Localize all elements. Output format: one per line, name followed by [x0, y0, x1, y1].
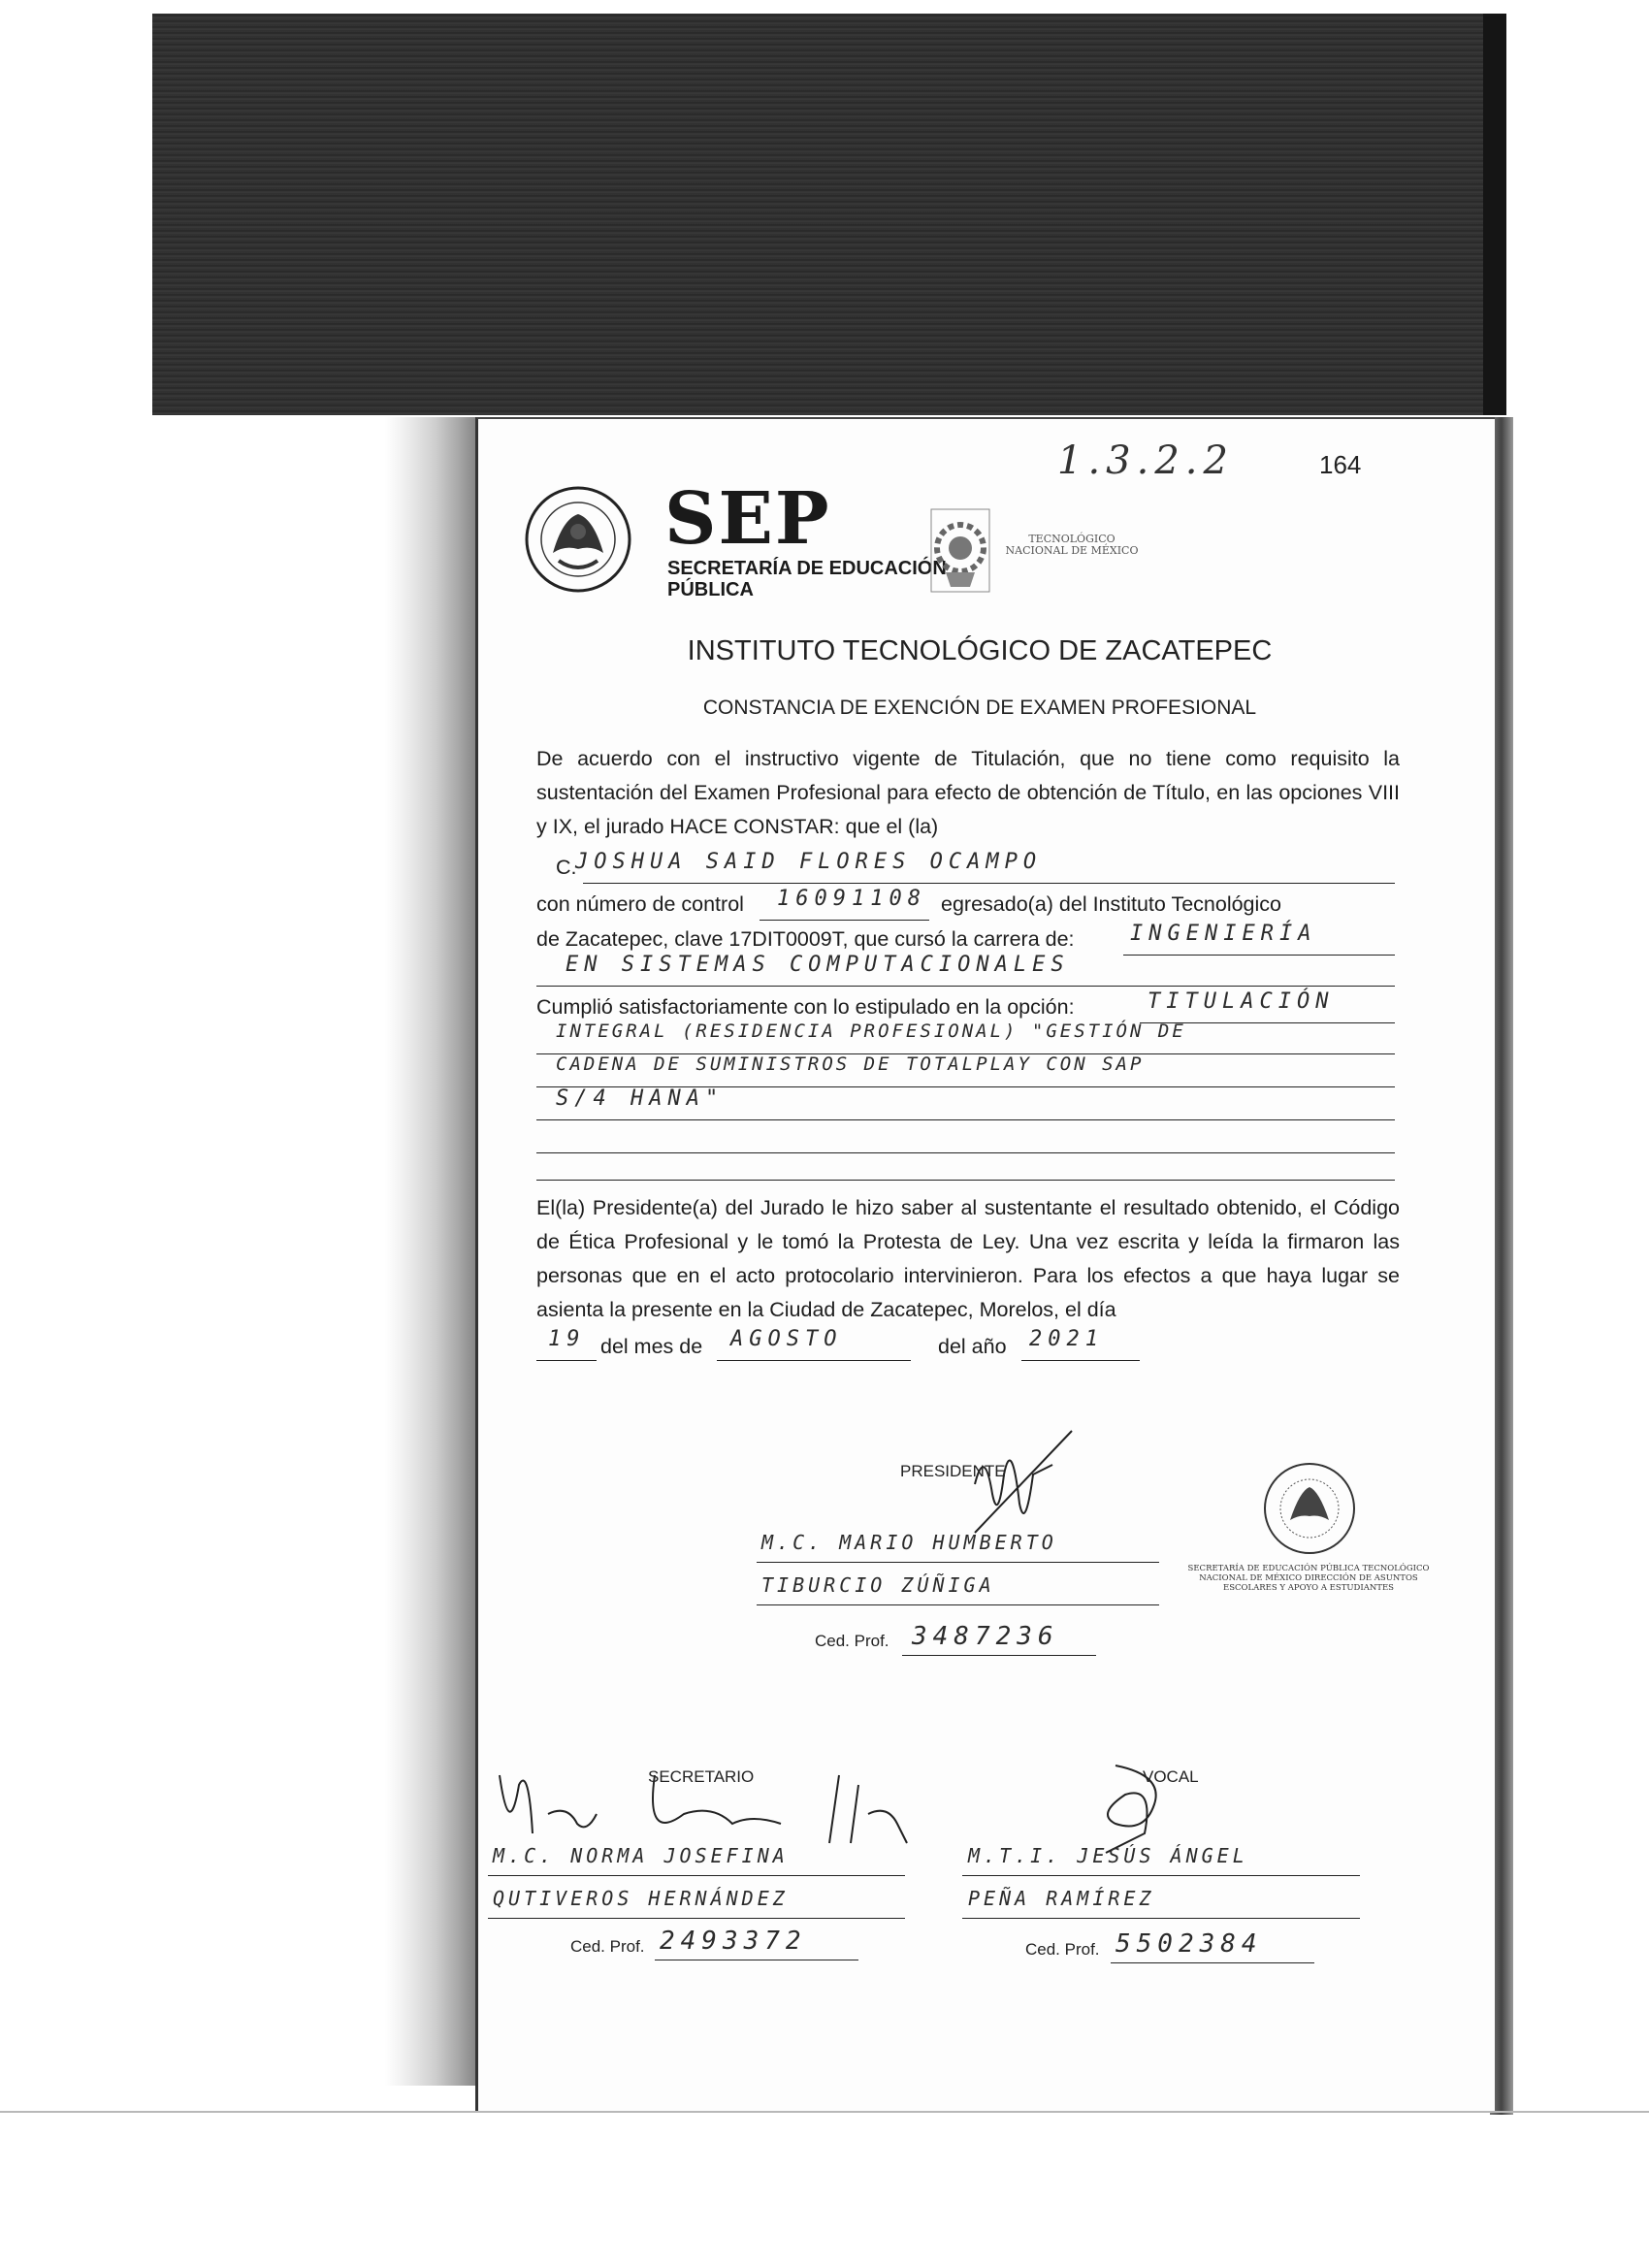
sep-subtitle: SECRETARÍA DE EDUCACIÓN PÚBLICA	[667, 558, 947, 600]
secretario-ced: 2493372	[660, 1927, 807, 1956]
option-line-4: S/4 HANA"	[556, 1086, 725, 1111]
name-row	[536, 850, 1395, 887]
secretario-ced-label: Ced. Prof.	[570, 1937, 645, 1956]
vocal-name-2: PEÑA RAMÍREZ	[968, 1887, 1155, 1910]
scan-dark-band	[152, 14, 1501, 415]
blank-row-2	[536, 1154, 1395, 1187]
option-row-4	[536, 1086, 1395, 1123]
career-line-2: EN SISTEMAS COMPUTACIONALES	[566, 953, 1070, 977]
option-row-3	[536, 1053, 1395, 1090]
date-year: 2021	[1029, 1327, 1104, 1351]
tnm-logo-text: TECNOLÓGICO NACIONAL DE MÉXICO	[1005, 533, 1139, 557]
control-row	[536, 889, 1395, 922]
intro-paragraph: De acuerdo con el instructivo vigente de Titulación, que no tiene como requisito la sustentación del Examen Profesional para efecto de obtención de Título, en las opciones VIII y IX, el jurado HACE CONSTAR: que el (la)	[536, 747, 1400, 838]
date-row	[536, 1327, 1395, 1364]
anio-label: del año	[938, 1335, 1007, 1358]
presidente-name-1: M.C. MARIO HUMBERTO	[761, 1531, 1057, 1554]
option-line-3: CADENA DE SUMINISTROS DE TOTALPLAY CON SAP	[556, 1053, 1145, 1075]
stamp-text: SECRETARÍA DE EDUCACIÓN PÚBLICA TECNOLÓGICO NACIONAL DE MÉXICO DIRECCIÓN DE ASUNTOS ESCOLARES Y APOYO A ESTUDIANTES	[1187, 1564, 1430, 1593]
career-line-1: INGENIERÍA	[1130, 922, 1317, 946]
option-label: Cumplió satisfactoriamente con lo estipulado en la opción:	[536, 995, 1075, 1019]
presidente-name-2: TIBURCIO ZÚÑIGA	[761, 1573, 995, 1597]
vocal-name-1: M.T.I. JESÚS ÁNGEL	[968, 1844, 1248, 1867]
mexican-seal-icon	[524, 485, 632, 594]
student-name: JOSHUA SAID FLORES OCAMPO	[575, 850, 1043, 874]
option-line-2: INTEGRAL (RESIDENCIA PROFESIONAL) "GESTIÓN DE	[556, 1021, 1186, 1042]
official-stamp-icon	[1261, 1460, 1358, 1557]
career-row-2	[536, 953, 1395, 989]
closing-paragraph: El(la) Presidente(a) del Jurado le hizo saber al sustentante el resultado obtenido, el Código de Ética Profesional y le tomó la Protesta de Ley. Una vez escrita y leída la firmaron las personas que en el acto protocolario intervinieron. Para los efectos a que haya lugar se asienta la presente en la Ciudad de Zacatepec, Morelos, el día	[536, 1196, 1400, 1321]
presidente-ced: 3487236	[912, 1622, 1059, 1651]
option-row-2	[536, 1021, 1395, 1057]
control-label: con número de control	[536, 892, 744, 916]
institute-title: INSTITUTO TECNOLÓGICO DE ZACATEPEC	[687, 635, 1273, 666]
page-number: 164	[1319, 450, 1362, 479]
egresado-label: egresado(a) del Instituto Tecnológico	[941, 892, 1281, 916]
date-day: 19	[548, 1327, 586, 1351]
sep-logo-text: SEP	[664, 477, 831, 561]
vocal-ced: 5502384	[1116, 1929, 1263, 1959]
secretario-name-1: M.C. NORMA JOSEFINA	[493, 1844, 789, 1867]
secretario-role: SECRETARIO	[648, 1767, 755, 1786]
scan-shadow-left	[385, 417, 477, 2086]
clave-row	[536, 923, 1395, 956]
tnm-gear-logo-icon	[926, 504, 994, 597]
presidente-ced-label: Ced. Prof.	[815, 1632, 889, 1650]
blank-underline-2	[536, 1150, 1395, 1181]
handwritten-folio: 1.3.2.2	[1057, 438, 1234, 483]
control-number: 16091108	[777, 887, 926, 911]
option-line-1: TITULACIÓN	[1148, 989, 1335, 1014]
blank-underline-1	[536, 1123, 1395, 1153]
clave-label: de Zacatepec, clave 17DIT0009T, que cursó la carrera de:	[536, 927, 1075, 951]
vocal-ced-label: Ced. Prof.	[1025, 1940, 1100, 1959]
scan-bottom-edge	[0, 2111, 1649, 2113]
secretario-name-2: QUTIVEROS HERNÁNDEZ	[493, 1887, 789, 1910]
certificate-title: CONSTANCIA DE EXENCIÓN DE EXAMEN PROFESIONAL	[702, 697, 1257, 719]
date-month: AGOSTO	[730, 1327, 843, 1351]
c-label: C.	[556, 856, 577, 879]
option-row-1	[536, 991, 1395, 1024]
mes-label: del mes de	[600, 1335, 703, 1358]
presidente-role: PRESIDENTE	[900, 1462, 1006, 1480]
vocal-role: VOCAL	[1143, 1767, 1199, 1786]
presidente-signature-icon	[936, 1426, 1091, 1542]
